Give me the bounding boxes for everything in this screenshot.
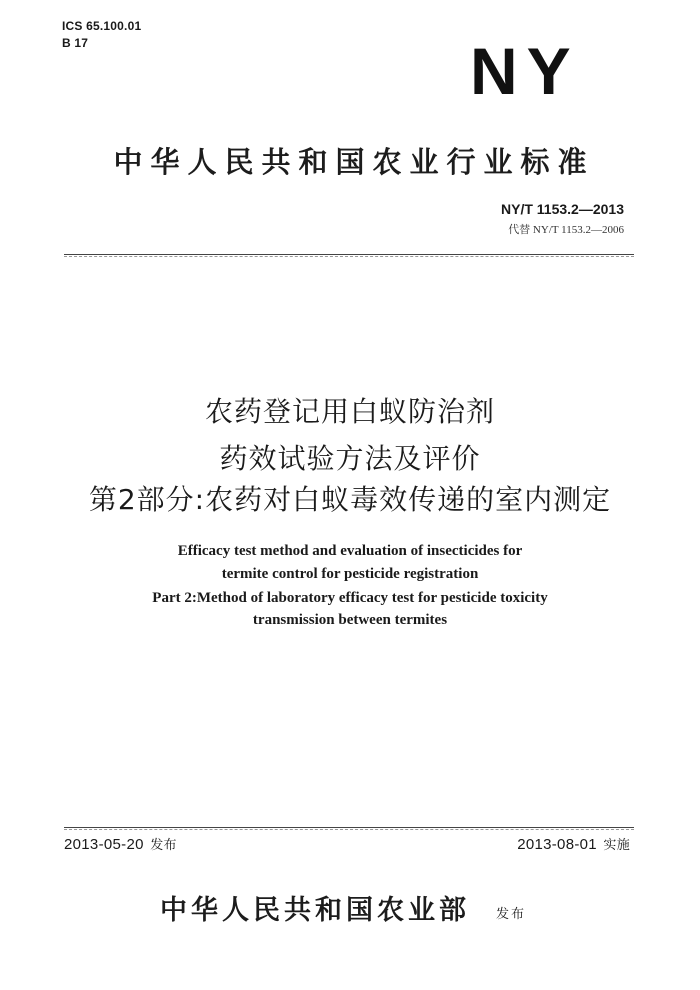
bottom-divider-secondary <box>64 829 634 830</box>
title-en-line-2: termite control for pesticide registration <box>221 566 479 582</box>
top-divider-secondary <box>64 256 634 257</box>
top-divider <box>64 254 634 255</box>
ics-code: ICS 65.100.01 <box>62 19 142 33</box>
title-en-line-1: Efficacy test method and evaluation of insecticides for <box>177 543 523 559</box>
issuer-footer-suffix: 发布 <box>496 907 527 922</box>
title-zh-line-2: 药效试验方法及评价 <box>219 442 481 475</box>
title-zh-line-1: 农药登记用白蚁防治剂 <box>204 395 495 428</box>
ccs-code: B 17 <box>62 36 89 50</box>
implementation-date-line <box>517 834 630 853</box>
release-suffix: 发布 <box>150 838 177 853</box>
title-en-line-3: Part 2:Method of laboratory efficacy test for pesticide toxicity <box>152 590 548 606</box>
standard-number: NY/T 1153.2—2013 <box>501 201 624 217</box>
bottom-divider <box>64 827 634 828</box>
implementation-suffix: 实施 <box>603 838 630 853</box>
release-date: 2013-05-20 <box>64 836 144 853</box>
issuer-header: 中华人民共和国农业行业标准 <box>113 145 595 179</box>
ny-standard-logo: NY <box>470 34 580 108</box>
implementation-date: 2013-08-01 <box>517 836 597 853</box>
title-en-line-4: transmission between termites <box>252 612 448 628</box>
title-zh-line-3: 第2部分:农药对白蚁毒效传递的室内测定 <box>88 483 612 516</box>
issuer-footer: 中华人民共和国农业部 <box>160 895 470 926</box>
replaces-standard: 代替 NY/T 1153.2—2006 <box>508 224 624 236</box>
release-date-line <box>64 834 177 853</box>
